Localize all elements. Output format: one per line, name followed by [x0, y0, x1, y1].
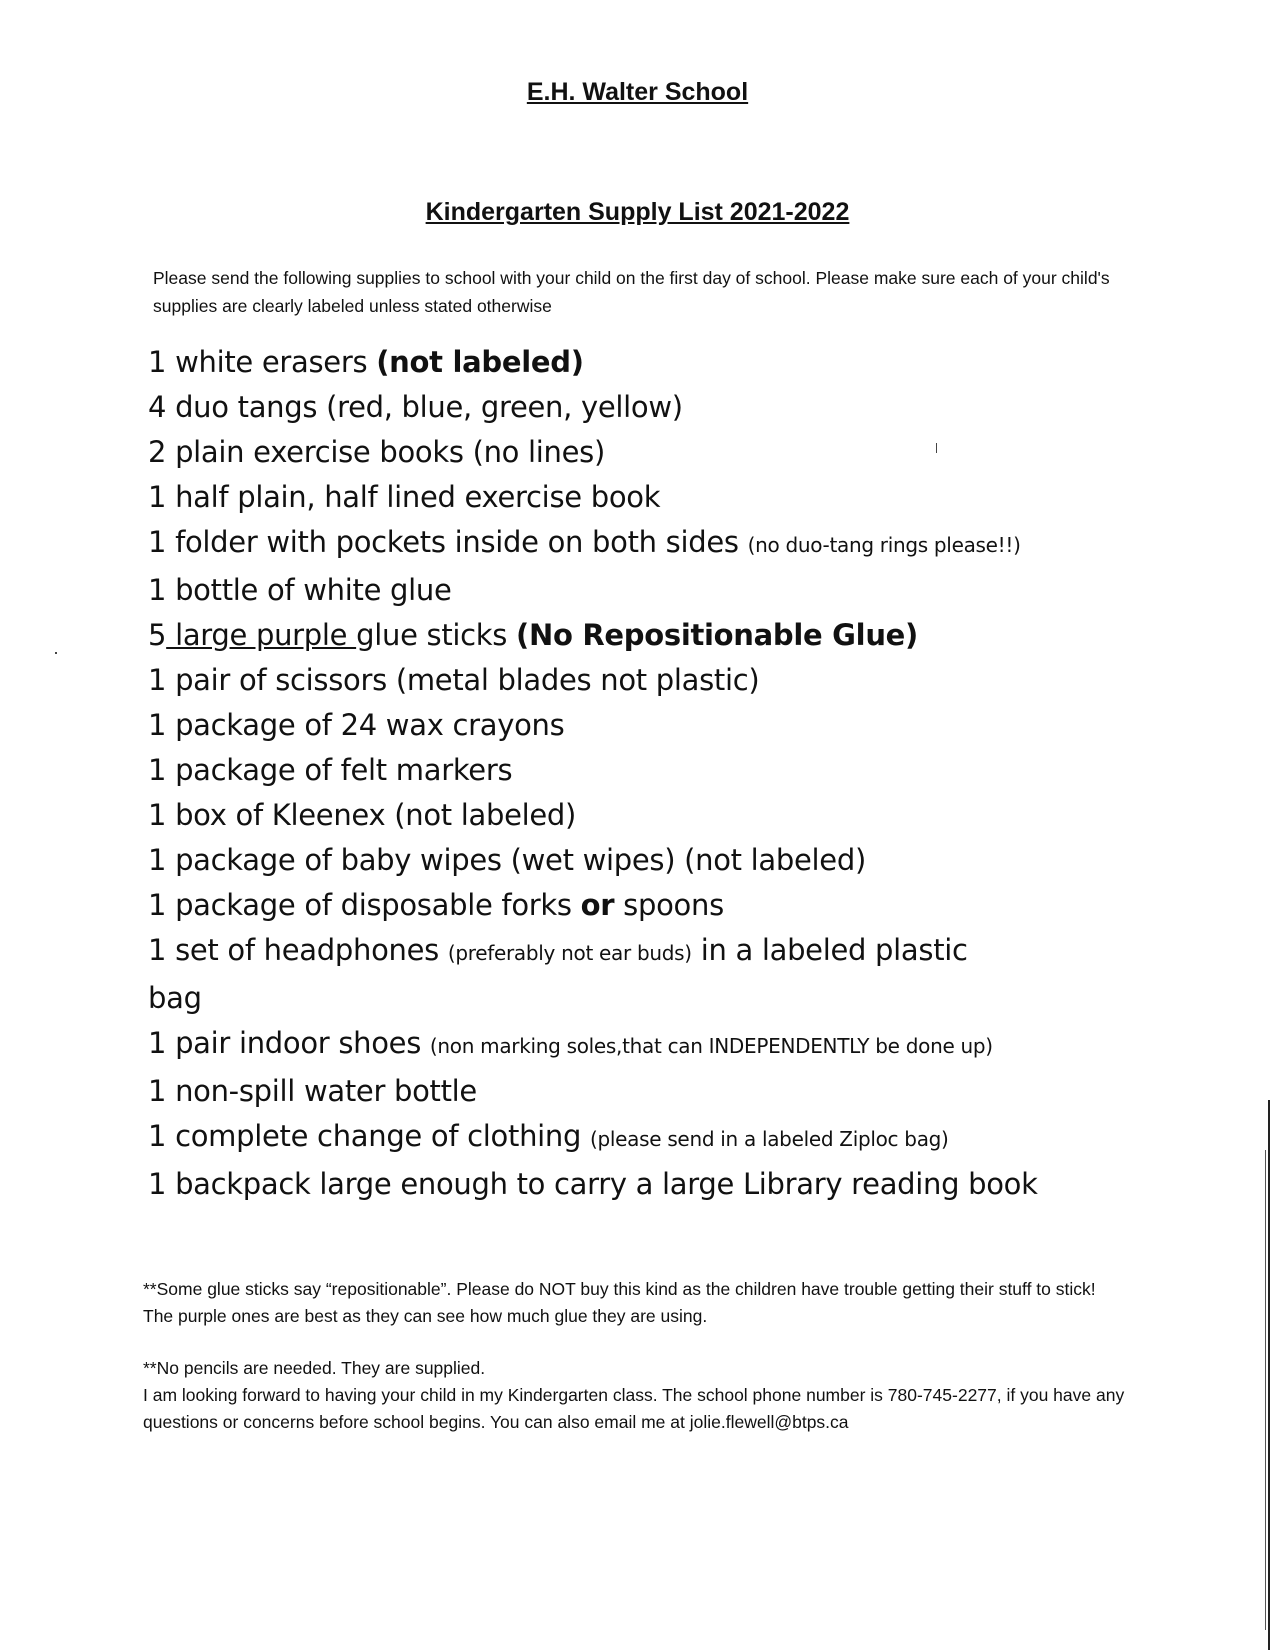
list-item: 1 pair indoor shoes (non marking soles,that can INDEPENDENTLY be done up) — [148, 1026, 993, 1060]
scan-edge-line — [1268, 1100, 1270, 1650]
pencils-note: **No pencils are needed. They are supplied. — [143, 1358, 486, 1378]
list-item: 1 folder with pockets inside on both sides (no duo-tang rings please!!) — [148, 525, 1021, 559]
scan-edge-line — [1265, 1150, 1266, 1630]
list-item: 1 package of 24 wax crayons — [148, 708, 565, 742]
list-item: 1 half plain, half lined exercise book — [148, 480, 661, 514]
school-name: E.H. Walter School — [526, 78, 749, 106]
list-item: 1 white erasers (not labeled) — [148, 345, 584, 379]
scan-speck — [55, 652, 57, 654]
list-item: 1 non-spill water bottle — [148, 1074, 477, 1108]
list-item: 1 package of baby wipes (wet wipes) (not labeled) — [148, 843, 866, 877]
list-item: 1 set of headphones (preferably not ear buds) in a labeled plastic bag — [148, 933, 968, 1015]
list-item: 1 complete change of clothing (please send in a labeled Ziploc bag) — [148, 1119, 949, 1153]
list-item: 5 large purple glue sticks (No Repositionable Glue) — [148, 618, 918, 652]
closing-notes — [143, 1355, 1128, 1436]
list-item: 4 duo tangs (red, blue, green, yellow) — [148, 390, 683, 424]
list-item: 2 plain exercise books (no lines) — [148, 435, 605, 469]
scan-speck — [936, 443, 937, 453]
intro-paragraph: Please send the following supplies to school with your child on the first day of school. Please make sure each of your child's supplies are clearly labeled unless stated otherwise — [153, 268, 1110, 316]
page-title: Kindergarten Supply List 2021-2022 — [425, 198, 850, 226]
closing-message: I am looking forward to having your child in my Kindergarten class. The school phone number is 780-745-2277, if you have any questions or concerns before school begins. You can also email me at jolie.flewell@btps.ca — [143, 1385, 1125, 1432]
list-item: 1 bottle of white glue — [148, 573, 452, 607]
supply-list — [148, 340, 1148, 1207]
list-item: 1 backpack large enough to carry a large Library reading book — [148, 1167, 1038, 1201]
list-item: 1 package of disposable forks or spoons — [148, 888, 724, 922]
glue-note: **Some glue sticks say “repositionable”. Please do NOT buy this kind as the children have trouble getting their stuff to stick! The purple ones are best as they can see how much glue they are using. — [143, 1279, 1096, 1326]
list-item: 1 box of Kleenex (not labeled) — [148, 798, 577, 832]
list-item: 1 pair of scissors (metal blades not plastic) — [148, 663, 760, 697]
list-item: 1 package of felt markers — [148, 753, 513, 787]
